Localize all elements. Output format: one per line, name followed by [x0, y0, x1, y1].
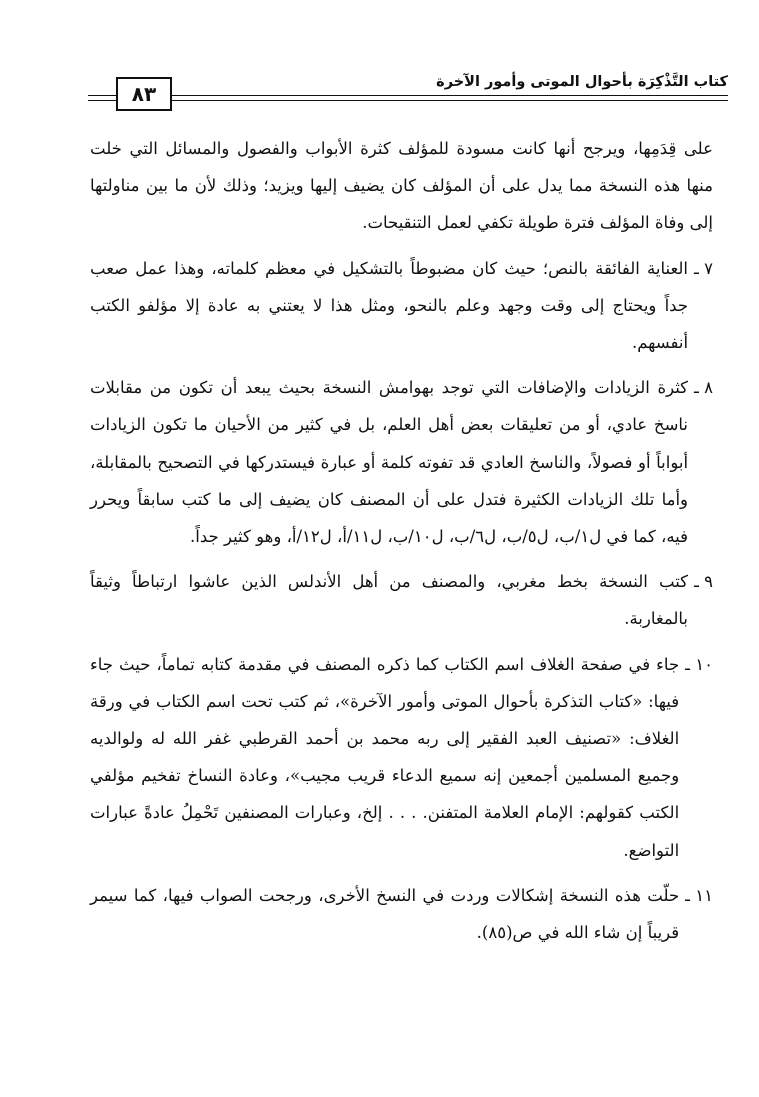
header-rule-bottom [88, 100, 728, 101]
header-rule-top [88, 95, 728, 96]
list-item [90, 563, 713, 637]
item-number: ٧ ـ [694, 258, 713, 278]
item-number: ١١ ـ [685, 885, 713, 905]
item-text: جاء في صفحة الغلاف اسم الكتاب كما ذكره المصنف في مقدمة كتابه تماماً، حيث جاء فيها: «كتاب التذكرة بأحوال الموتى وأمور الآخرة»، ثم كتب تحت اسم الكتاب في ورقة الغلاف: «تصنيف العبد الفقير إلى ربه محمد بن أحمد القرطبي غفر الله له ولوالديه وجميع المسلمين أجمعين إنه سميع الدعاء قريب مجيب»، وعادة النساخ تفخيم مؤلفي الكتب كقولهم: الإمام العلامة المتفنن. . . . إلخ، وعبارات المصنفين تَحْمِلُ عادةً عبارات التواضع. [90, 654, 680, 860]
item-text: حلّت هذه النسخة إشكالات وردت في النسخ الأخرى، ورجحت الصواب فيها، كما سيمر قريباً إن شاء الله في ص(٨٥). [90, 885, 680, 943]
item-number: ٨ ـ [694, 378, 713, 398]
intro-paragraph: على قِدَمِها، ويرجح أنها كانت مسودة للمؤلف كثرة الأبواب والفصول والمسائل التي خلت منها هذه النسخة مما يدل على أن المؤلف كان يضيف إليها ويزيد؛ وذلك لأن ما بين مناولتها إلى وفاة المؤلف فترة طويلة تكفي لعمل التنقيحات. [90, 139, 713, 233]
page-body [90, 130, 713, 959]
item-text: كثرة الزيادات والإضافات التي توجد بهوامش النسخة بحيث يبعد أن تكون من مقابلات ناسخ عادي، أو من تعليقات بعض أهل العلم، بل في كثير من الأحيان ما تكون الزيادات أبواباً أو فصولاً، والناسخ العادي قد تفوته كلمة أو عبارة فيستدركها في التصحيح بالمقابلة، وأما تلك الزيادات الكثيرة فتدل على أن المصنف كان يضيف إلى ما كتب سابقاً ويحرر فيه، كما في ل١/ب، ل٥/ب، ل٦/ب، ل١٠/ب، ل١١/أ، ل١٢/أ، وهو كثير جداً. [90, 378, 689, 547]
item-number: ٩ ـ [694, 572, 713, 592]
page-number: ٨٣ [116, 77, 172, 111]
item-number: ١٠ ـ [685, 654, 713, 674]
item-text: العناية الفائقة بالنص؛ حيث كان مضبوطاً بالتشكيل في معظم كلماته، وهذا عمل صعب جداً ويحتاج إلى وقت وجهد وعلم بالنحو، ومثل هذا لا يعتني به عادة إلا مؤلفو الكتب أنفسهم. [90, 258, 689, 353]
item-text: كتب النسخة بخط مغربي، والمصنف من أهل الأندلس الذين عاشوا ارتباطاً وثيقاً بالمغاربة. [90, 572, 689, 629]
list-item [90, 877, 713, 951]
list-item [90, 369, 713, 555]
running-title: كتاب التَّذْكِرَة بأحوال الموتى وأمور الآخرة [436, 74, 728, 90]
page-header [88, 62, 728, 112]
list-item [90, 250, 713, 362]
list-item [90, 646, 713, 869]
